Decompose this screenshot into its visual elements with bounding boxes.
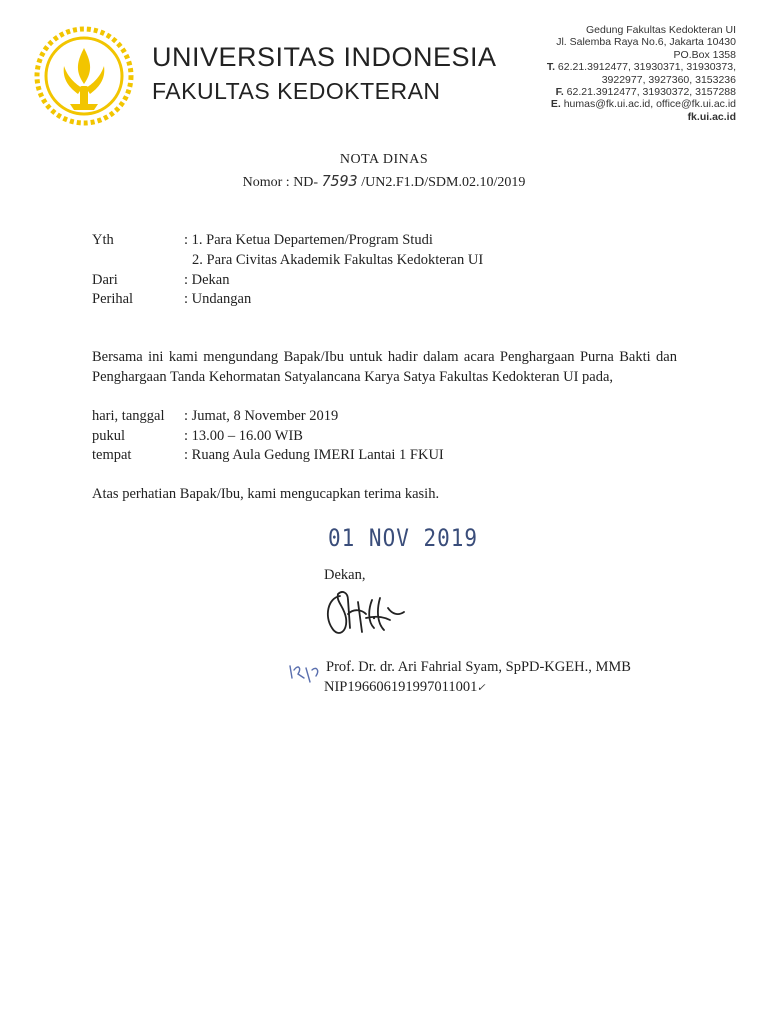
website: fk.ui.ac.id xyxy=(687,110,736,123)
phone-numbers-1: 62.21.3912477, 31930371, 31930373, xyxy=(557,61,736,74)
fax-number: 62.21.3912477, 31930372, 3157288 xyxy=(566,86,736,99)
handwritten-signature xyxy=(318,588,408,648)
nip-number: NIP196606191997011001 xyxy=(324,679,478,695)
detail-value-date: : Jumat, 8 November 2019 xyxy=(184,408,339,424)
phone-label: T. xyxy=(546,61,555,74)
fax-line xyxy=(547,86,736,98)
memo-title: NOTA DINAS xyxy=(339,152,429,167)
paraf-initial xyxy=(286,660,326,686)
detail-value-time: : 13.00 – 16.00 WIB xyxy=(184,428,303,444)
address-line-1: Gedung Fakultas Kedokteran UI xyxy=(585,24,736,36)
signatory-name: Prof. Dr. dr. Ari Fahrial Syam, SpPD-KGEH., MMB xyxy=(326,659,631,675)
field-value-perihal: : Undangan xyxy=(184,291,252,307)
faculty-name: FAKULTAS KEDOKTERAN xyxy=(152,78,441,104)
email-label: E. xyxy=(550,98,561,111)
memo-number-handwritten: 7593 xyxy=(321,172,358,190)
signatory-nip xyxy=(324,679,485,696)
closing-text: Atas perhatian Bapak/Ibu, kami mengucapkan terima kasih. xyxy=(92,486,440,502)
field-label-perihal: Perihal xyxy=(92,291,134,307)
nip-initial-mark: ✓ xyxy=(477,680,485,694)
contact-block xyxy=(547,24,736,123)
address-line-3: PO.Box 1358 xyxy=(673,48,736,61)
memo-number xyxy=(0,172,768,191)
memo-number-suffix: /UN2.F1.D/SDM.02.10/2019 xyxy=(361,175,526,190)
fax-label: F. xyxy=(555,86,564,99)
field-label-dari: Dari xyxy=(92,272,118,288)
memo-number-prefix: Nomor : ND- xyxy=(242,175,319,190)
date-stamp: 01 NOV 2019 xyxy=(328,524,479,552)
phone-line-2: 3922977, 3927360, 3153236 xyxy=(601,73,736,86)
detail-label-time: pukul xyxy=(92,428,126,444)
address-line-2: Jl. Salemba Raya No.6, Jakarta 10430 xyxy=(556,36,736,49)
university-logo xyxy=(34,26,134,126)
detail-label-place: tempat xyxy=(92,447,132,463)
field-label-yth: Yth xyxy=(92,232,114,248)
detail-label-date: hari, tanggal xyxy=(92,408,165,424)
email-address: humas@fk.ui.ac.id, office@fk.ui.ac.id xyxy=(563,98,736,111)
website-line xyxy=(547,111,736,123)
field-value-dari: : Dekan xyxy=(184,272,230,288)
body-paragraph: Bersama ini kami mengundang Bapak/Ibu untuk hadir dalam acara Penghargaan Purna Bakti dan Penghargaan Tanda Kehormatan Satyalancana Karya Satya Fakultas Kedokteran UI pada, xyxy=(92,349,677,385)
detail-value-place: : Ruang Aula Gedung IMERI Lantai 1 FKUI xyxy=(184,447,444,463)
phone-line-1 xyxy=(547,61,736,73)
email-line xyxy=(547,98,736,110)
signatory-position: Dekan, xyxy=(324,567,366,583)
field-value-yth-1: : 1. Para Ketua Departemen/Program Studi xyxy=(184,232,433,248)
field-value-yth-2: 2. Para Civitas Akademik Fakultas Kedokteran UI xyxy=(192,252,484,268)
university-name: UNIVERSITAS INDONESIA xyxy=(152,42,497,72)
